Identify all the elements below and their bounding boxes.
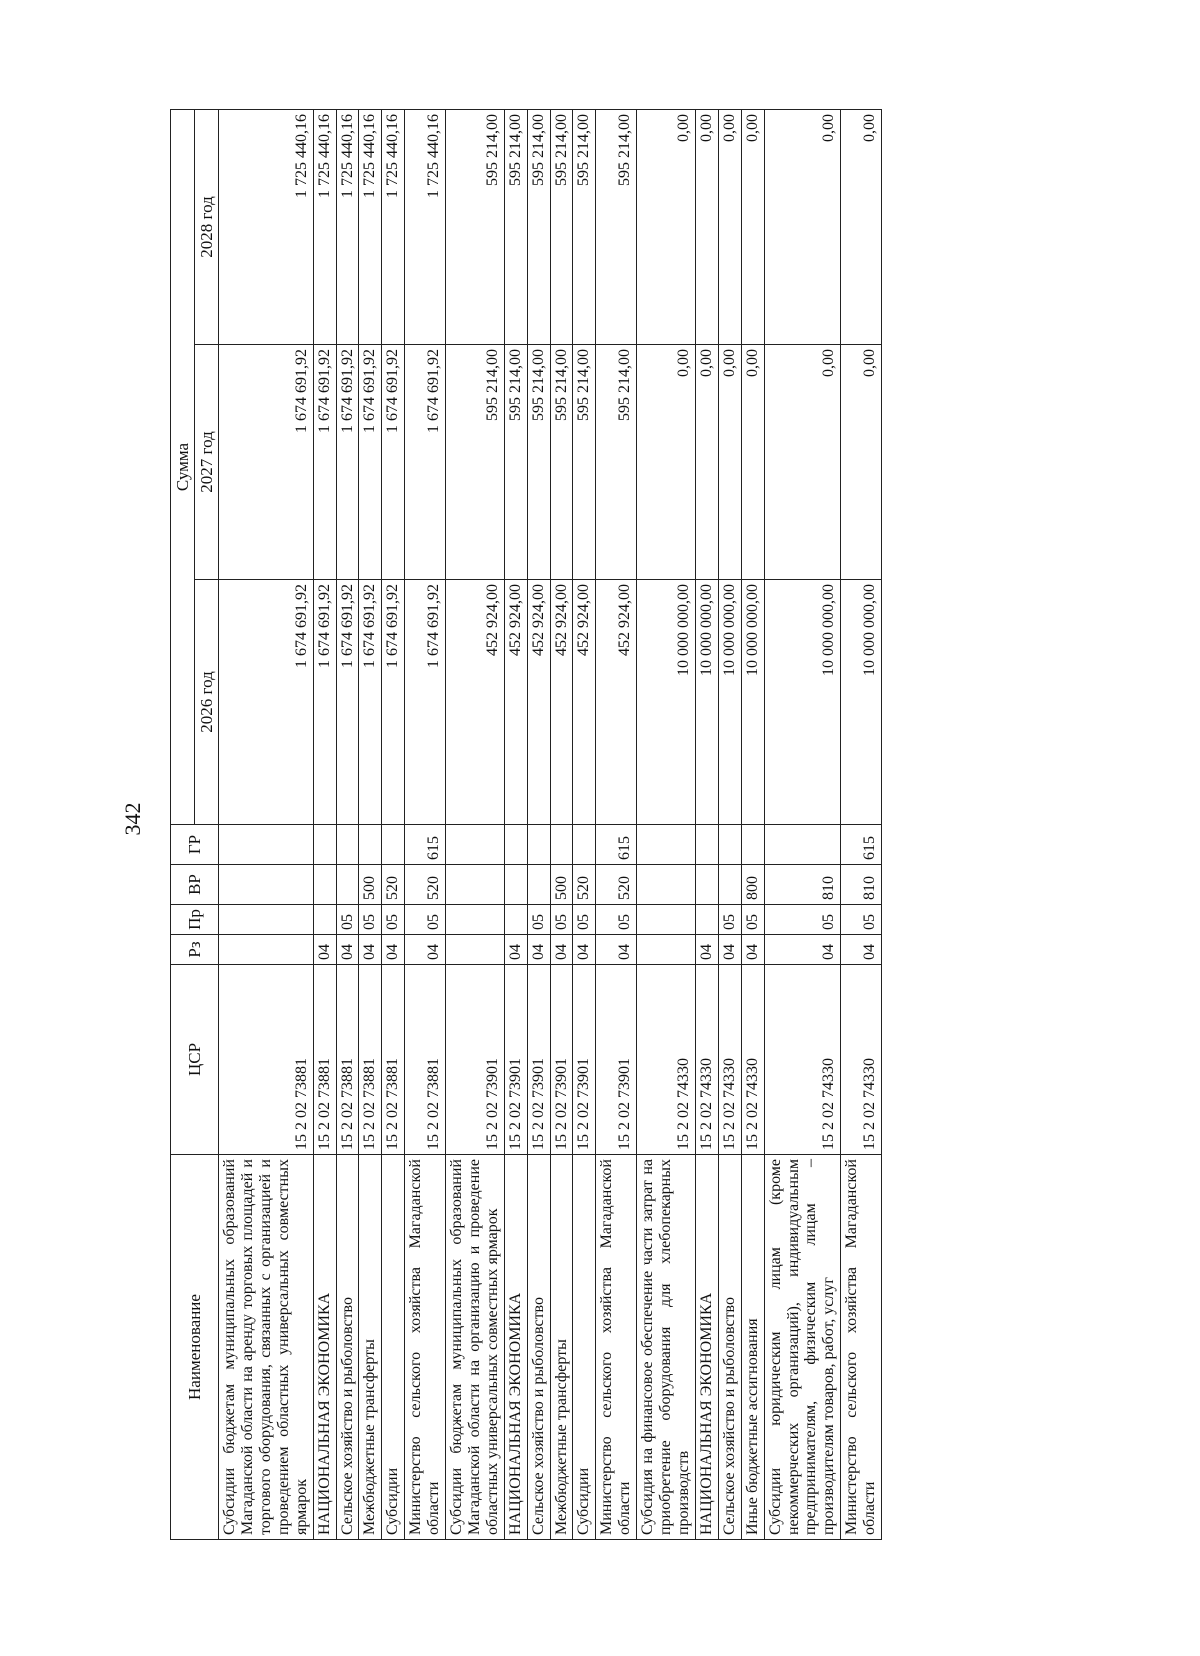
cell-2026: 1 674 691,92: [359, 580, 382, 825]
cell-rz: 04: [313, 935, 336, 965]
cell-vr: 800: [741, 865, 764, 905]
table-row: [573, 110, 596, 1540]
cell-2028: 595 214,00: [550, 110, 573, 345]
header-gr: ГР: [171, 825, 219, 865]
cell-2027: 0,00: [718, 345, 741, 580]
table-row: [336, 110, 359, 1540]
cell-csr: 15 2 02 74330: [718, 965, 741, 1155]
cell-2026: 1 674 691,92: [336, 580, 359, 825]
cell-2028: 1 725 440,16: [359, 110, 382, 345]
cell-pr: 05: [382, 905, 405, 935]
cell-2026: 10 000 000,00: [718, 580, 741, 825]
cell-csr: 15 2 02 73901: [504, 965, 527, 1155]
cell-2026: 1 674 691,92: [405, 580, 446, 825]
cell-2026: 10 000 000,00: [841, 580, 882, 825]
table-row: [527, 110, 550, 1540]
cell-rz: 04: [764, 935, 841, 965]
cell-pr: 05: [596, 905, 637, 935]
cell-name: Сельское хозяйство и рыболовство: [718, 1155, 741, 1540]
table-row: [382, 110, 405, 1540]
cell-vr: 520: [573, 865, 596, 905]
cell-2026: 452 924,00: [573, 580, 596, 825]
cell-rz: [219, 935, 314, 965]
cell-name: НАЦИОНАЛЬНАЯ ЭКОНОМИКА: [504, 1155, 527, 1540]
table-row: [637, 110, 696, 1540]
cell-vr: 520: [405, 865, 446, 905]
cell-pr: [504, 905, 527, 935]
cell-csr: 15 2 02 73901: [550, 965, 573, 1155]
cell-2026: 10 000 000,00: [695, 580, 718, 825]
table-row: [764, 110, 841, 1540]
cell-rz: 04: [550, 935, 573, 965]
cell-2027: 1 674 691,92: [382, 345, 405, 580]
cell-csr: 15 2 02 73881: [336, 965, 359, 1155]
cell-rz: 04: [382, 935, 405, 965]
cell-pr: 05: [573, 905, 596, 935]
cell-name: Субсидии: [573, 1155, 596, 1540]
cell-name: Сельское хозяйство и рыболовство: [527, 1155, 550, 1540]
cell-gr: [573, 825, 596, 865]
cell-name: Министерство сельского хозяйства Магаданской области: [405, 1155, 446, 1540]
cell-2028: 1 725 440,16: [313, 110, 336, 345]
cell-csr: 15 2 02 74330: [741, 965, 764, 1155]
header-vr: ВР: [171, 865, 219, 905]
cell-rz: 04: [695, 935, 718, 965]
cell-vr: 810: [764, 865, 841, 905]
cell-pr: 05: [527, 905, 550, 935]
header-csr: ЦСР: [171, 965, 219, 1155]
cell-2027: 1 674 691,92: [359, 345, 382, 580]
cell-vr: 500: [359, 865, 382, 905]
cell-gr: [313, 825, 336, 865]
cell-csr: 15 2 02 73881: [219, 965, 314, 1155]
table-row: [446, 110, 505, 1540]
cell-name: Субсидия на финансовое обеспечение части затрат на приобретение оборудования для хлебопекарных производств: [637, 1155, 696, 1540]
cell-rz: [446, 935, 505, 965]
cell-vr: 500: [550, 865, 573, 905]
cell-rz: 04: [718, 935, 741, 965]
cell-2027: 0,00: [695, 345, 718, 580]
table-row: [504, 110, 527, 1540]
cell-gr: [764, 825, 841, 865]
cell-gr: [637, 825, 696, 865]
cell-2027: 595 214,00: [504, 345, 527, 580]
table-body: [219, 110, 882, 1540]
cell-gr: [336, 825, 359, 865]
cell-pr: [695, 905, 718, 935]
cell-2027: 1 674 691,92: [336, 345, 359, 580]
cell-gr: 615: [596, 825, 637, 865]
cell-vr: [718, 865, 741, 905]
cell-2028: 0,00: [718, 110, 741, 345]
cell-name: Министерство сельского хозяйства Магаданской области: [596, 1155, 637, 1540]
cell-name: Иные бюджетные ассигнования: [741, 1155, 764, 1540]
cell-vr: 520: [382, 865, 405, 905]
cell-gr: [504, 825, 527, 865]
cell-name: Министерство сельского хозяйства Магаданской области: [841, 1155, 882, 1540]
cell-name: Межбюджетные трансферты: [359, 1155, 382, 1540]
cell-gr: 615: [841, 825, 882, 865]
cell-pr: 05: [359, 905, 382, 935]
cell-2027: 595 214,00: [573, 345, 596, 580]
cell-2027: 0,00: [741, 345, 764, 580]
cell-2028: 1 725 440,16: [382, 110, 405, 345]
cell-csr: 15 2 02 74330: [841, 965, 882, 1155]
table-row: [405, 110, 446, 1540]
cell-name: Субсидии бюджетам муниципальных образований Магаданской области на организацию и проведение областных универсальных совместных ярмарок: [446, 1155, 505, 1540]
cell-name: Субсидии юридическим лицам (кроме некоммерческих организаций), индивидуальным предпринимателям, физическим лицам – производителям товаров, работ, услуг: [764, 1155, 841, 1540]
table-row: [695, 110, 718, 1540]
cell-2027: 1 674 691,92: [219, 345, 314, 580]
cell-2027: 1 674 691,92: [405, 345, 446, 580]
cell-name: Сельское хозяйство и рыболовство: [336, 1155, 359, 1540]
cell-rz: 04: [527, 935, 550, 965]
cell-gr: [219, 825, 314, 865]
cell-vr: [527, 865, 550, 905]
cell-rz: 04: [359, 935, 382, 965]
header-2027: 2027 год: [195, 345, 219, 580]
table-row: [359, 110, 382, 1540]
cell-gr: [718, 825, 741, 865]
table-header: [171, 110, 219, 1540]
header-sum: Сумма: [171, 110, 195, 825]
cell-pr: 05: [841, 905, 882, 935]
cell-gr: [741, 825, 764, 865]
cell-csr: 15 2 02 73881: [359, 965, 382, 1155]
cell-2026: 10 000 000,00: [637, 580, 696, 825]
table-row: [313, 110, 336, 1540]
header-name: Наименование: [171, 1155, 219, 1540]
cell-vr: [219, 865, 314, 905]
cell-gr: 615: [405, 825, 446, 865]
cell-2026: 1 674 691,92: [219, 580, 314, 825]
cell-csr: 15 2 02 73881: [405, 965, 446, 1155]
cell-rz: 04: [504, 935, 527, 965]
cell-2026: 452 924,00: [596, 580, 637, 825]
cell-2028: 595 214,00: [596, 110, 637, 345]
cell-vr: 520: [596, 865, 637, 905]
cell-vr: [446, 865, 505, 905]
cell-csr: 15 2 02 73881: [313, 965, 336, 1155]
table-row: [718, 110, 741, 1540]
cell-2027: 595 214,00: [527, 345, 550, 580]
cell-vr: [336, 865, 359, 905]
cell-pr: [637, 905, 696, 935]
cell-2026: 452 924,00: [527, 580, 550, 825]
cell-pr: 05: [550, 905, 573, 935]
cell-name: Субсидии: [382, 1155, 405, 1540]
cell-pr: 05: [741, 905, 764, 935]
header-rz: Рз: [171, 935, 219, 965]
cell-2028: 595 214,00: [446, 110, 505, 345]
cell-gr: [550, 825, 573, 865]
cell-name: НАЦИОНАЛЬНАЯ ЭКОНОМИКА: [695, 1155, 718, 1540]
cell-2027: 595 214,00: [446, 345, 505, 580]
rotated-page: [170, 110, 879, 1540]
cell-pr: [219, 905, 314, 935]
cell-2026: 452 924,00: [504, 580, 527, 825]
cell-csr: 15 2 02 73881: [382, 965, 405, 1155]
cell-vr: [504, 865, 527, 905]
header-2026: 2026 год: [195, 580, 219, 825]
cell-name: Субсидии бюджетам муниципальных образований Магаданской области на аренду торговых площадей и торгового оборудования, связанных с организацией и проведением областных универсальных совместных ярмарок: [219, 1155, 314, 1540]
cell-2027: 595 214,00: [550, 345, 573, 580]
cell-2026: 1 674 691,92: [382, 580, 405, 825]
cell-gr: [446, 825, 505, 865]
cell-csr: 15 2 02 74330: [764, 965, 841, 1155]
cell-2028: 595 214,00: [527, 110, 550, 345]
cell-2027: 0,00: [637, 345, 696, 580]
budget-table: [170, 109, 882, 1540]
cell-2026: 452 924,00: [446, 580, 505, 825]
cell-pr: 05: [405, 905, 446, 935]
cell-rz: 04: [573, 935, 596, 965]
cell-pr: [313, 905, 336, 935]
header-pr: Пр: [171, 905, 219, 935]
cell-2026: 10 000 000,00: [764, 580, 841, 825]
cell-csr: 15 2 02 73901: [596, 965, 637, 1155]
table-row: [596, 110, 637, 1540]
cell-rz: 04: [405, 935, 446, 965]
cell-rz: 04: [741, 935, 764, 965]
cell-2028: 1 725 440,16: [405, 110, 446, 345]
cell-name: Межбюджетные трансферты: [550, 1155, 573, 1540]
cell-vr: [313, 865, 336, 905]
table-row: [841, 110, 882, 1540]
cell-pr: 05: [764, 905, 841, 935]
cell-rz: 04: [841, 935, 882, 965]
cell-2028: 1 725 440,16: [336, 110, 359, 345]
cell-gr: [527, 825, 550, 865]
cell-csr: 15 2 02 74330: [695, 965, 718, 1155]
cell-vr: [637, 865, 696, 905]
cell-gr: [382, 825, 405, 865]
cell-2027: 1 674 691,92: [313, 345, 336, 580]
cell-2026: 10 000 000,00: [741, 580, 764, 825]
cell-2027: 0,00: [764, 345, 841, 580]
cell-2026: 452 924,00: [550, 580, 573, 825]
cell-pr: 05: [336, 905, 359, 935]
cell-csr: 15 2 02 73901: [527, 965, 550, 1155]
table-row: [219, 110, 314, 1540]
cell-2028: 595 214,00: [573, 110, 596, 345]
cell-rz: 04: [596, 935, 637, 965]
page-number: 342: [120, 802, 145, 836]
cell-2026: 1 674 691,92: [313, 580, 336, 825]
cell-csr: 15 2 02 73901: [446, 965, 505, 1155]
cell-2027: 595 214,00: [596, 345, 637, 580]
cell-pr: 05: [718, 905, 741, 935]
cell-rz: 04: [336, 935, 359, 965]
cell-2028: 595 214,00: [504, 110, 527, 345]
cell-pr: [446, 905, 505, 935]
cell-csr: 15 2 02 73901: [573, 965, 596, 1155]
cell-vr: [695, 865, 718, 905]
cell-2028: 0,00: [695, 110, 718, 345]
cell-2028: 0,00: [637, 110, 696, 345]
cell-2028: 0,00: [741, 110, 764, 345]
header-2028: 2028 год: [195, 110, 219, 345]
table-row: [741, 110, 764, 1540]
cell-gr: [359, 825, 382, 865]
cell-2027: 0,00: [841, 345, 882, 580]
cell-2028: 0,00: [764, 110, 841, 345]
cell-vr: 810: [841, 865, 882, 905]
cell-2028: 1 725 440,16: [219, 110, 314, 345]
cell-name: НАЦИОНАЛЬНАЯ ЭКОНОМИКА: [313, 1155, 336, 1540]
table-row: [550, 110, 573, 1540]
cell-gr: [695, 825, 718, 865]
cell-csr: 15 2 02 74330: [637, 965, 696, 1155]
cell-rz: [637, 935, 696, 965]
cell-2028: 0,00: [841, 110, 882, 345]
